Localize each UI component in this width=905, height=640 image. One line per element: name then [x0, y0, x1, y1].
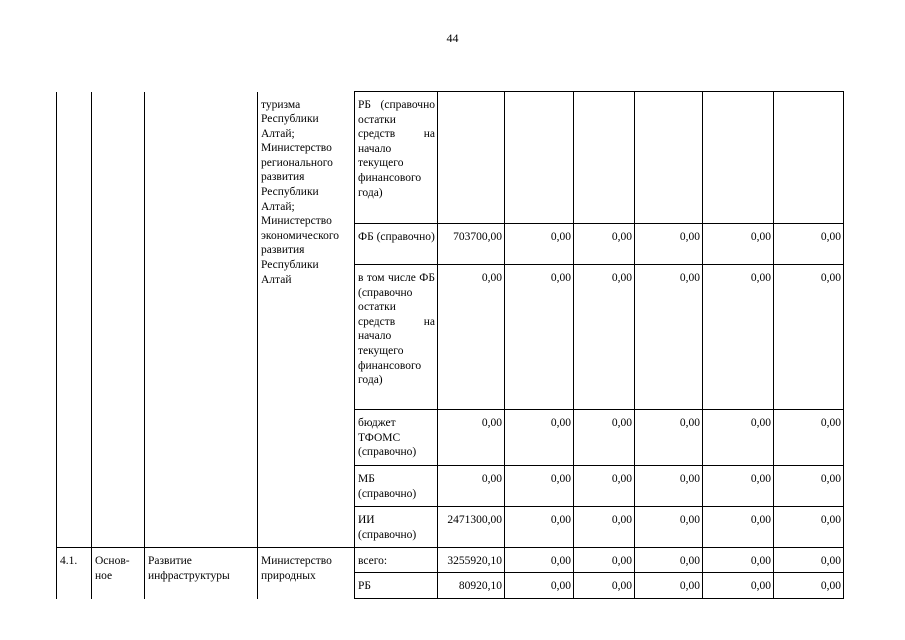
value-cell: 0,00 [703, 466, 774, 507]
value-cell: 0,00 [774, 265, 844, 410]
value-cell [635, 92, 703, 224]
value-cell: 0,00 [774, 573, 844, 599]
value-cell: 0,00 [774, 410, 844, 466]
value-cell: 0,00 [774, 466, 844, 507]
value-cell: 0,00 [635, 466, 703, 507]
responsible-cell: туризма Республики Алтай; Министерство регионального развития Республики Алтай; Министерство экономического развития Республики Алтай [258, 92, 355, 548]
value-cell [505, 92, 574, 224]
value-cell: 0,00 [505, 224, 574, 265]
value-cell: 0,00 [635, 507, 703, 548]
value-cell: 0,00 [774, 507, 844, 548]
value-cell: 0,00 [774, 548, 844, 573]
item-number-cell: 4.1. [57, 548, 92, 599]
value-cell [438, 92, 505, 224]
item-responsible-cell: Министерство природных [258, 548, 355, 599]
value-cell: 0,00 [635, 265, 703, 410]
table-row [57, 92, 844, 224]
budget-table [56, 91, 844, 599]
value-cell: 0,00 [505, 265, 574, 410]
value-cell: 0,00 [505, 466, 574, 507]
funding-source-cell: РБ (справочно остатки средств на начало текущего финансового года) [355, 92, 438, 224]
value-cell: 703700,00 [438, 224, 505, 265]
value-cell: 0,00 [703, 548, 774, 573]
value-cell: 0,00 [635, 224, 703, 265]
funding-source-cell: бюджет ТФОМС (справочно) [355, 410, 438, 466]
value-cell: 0,00 [574, 265, 635, 410]
funding-source-cell: в том числе ФБ (справочно остатки средств на начало текущего финансового года) [355, 265, 438, 410]
value-cell: 2471300,00 [438, 507, 505, 548]
value-cell: 0,00 [635, 548, 703, 573]
value-cell: 0,00 [774, 224, 844, 265]
value-cell: 0,00 [505, 410, 574, 466]
name-cell [145, 92, 258, 548]
value-cell: 0,00 [574, 573, 635, 599]
value-cell: 0,00 [505, 507, 574, 548]
value-cell: 0,00 [438, 265, 505, 410]
type-cell [92, 92, 145, 548]
value-cell: 0,00 [635, 573, 703, 599]
value-cell: 0,00 [574, 224, 635, 265]
value-cell: 0,00 [505, 573, 574, 599]
funding-source-cell: МБ (справочно) [355, 466, 438, 507]
value-cell [574, 92, 635, 224]
value-cell: 0,00 [574, 507, 635, 548]
value-cell: 0,00 [505, 548, 574, 573]
page-number: 44 [446, 31, 459, 45]
value-cell [703, 92, 774, 224]
table-row [57, 548, 844, 573]
funding-source-cell: ИИ (справочно) [355, 507, 438, 548]
value-cell: 0,00 [703, 224, 774, 265]
value-cell: 0,00 [438, 466, 505, 507]
value-cell: 0,00 [703, 573, 774, 599]
funding-source-cell: РБ [355, 573, 438, 599]
value-cell: 0,00 [703, 265, 774, 410]
value-cell [774, 92, 844, 224]
value-cell: 80920,10 [438, 573, 505, 599]
value-cell: 0,00 [635, 410, 703, 466]
value-cell: 3255920,10 [438, 548, 505, 573]
item-name-cell: Развитие инфраструктуры [145, 548, 258, 599]
value-cell: 0,00 [703, 410, 774, 466]
funding-source-cell: ФБ (справочно) [355, 224, 438, 265]
funding-source-cell: всего: [355, 548, 438, 573]
value-cell: 0,00 [574, 548, 635, 573]
value-cell: 0,00 [574, 410, 635, 466]
number-cell [57, 92, 92, 548]
value-cell: 0,00 [703, 507, 774, 548]
value-cell: 0,00 [574, 466, 635, 507]
value-cell: 0,00 [438, 410, 505, 466]
item-type-cell: Основ-ное [92, 548, 145, 599]
